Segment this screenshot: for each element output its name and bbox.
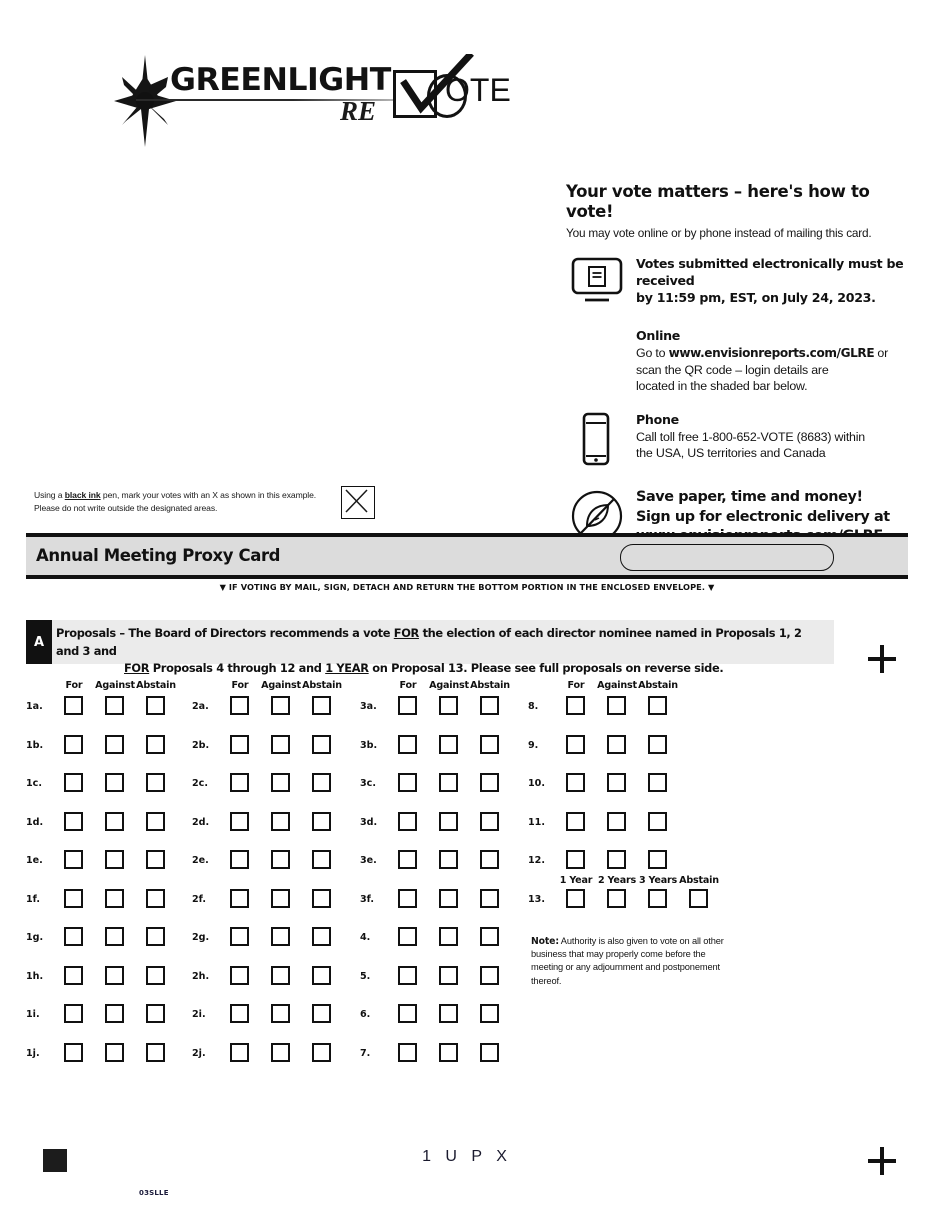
vote-checkbox-1e-for[interactable] (64, 850, 83, 869)
vote-checkbox-2d-for[interactable] (230, 812, 249, 831)
vote-row-label: 1g. (26, 932, 44, 943)
vote-row (360, 696, 550, 717)
vote-checkbox-1b-for[interactable] (64, 735, 83, 754)
vote-row-label: 1i. (26, 1009, 40, 1020)
vote-row-label: 1a. (26, 701, 43, 712)
vote-checkbox-3c-for[interactable] (398, 773, 417, 792)
authority-note-body: Authority is also given to vote on all other business that may properly come before the meeting or any adjournment and postponement thereof. (531, 936, 724, 986)
vote-checkbox-2i-against[interactable] (271, 1004, 290, 1023)
online-line2: scan the QR code – login details are (636, 362, 829, 377)
vote-row (26, 735, 216, 756)
vote-header-abstain: Abstain (136, 680, 176, 691)
vote-checkbox-7-for[interactable] (398, 1043, 417, 1062)
vote-row (26, 1043, 216, 1064)
vote-checkbox-12-abstain[interactable] (648, 850, 667, 869)
vote-row-label: 3f. (360, 893, 374, 905)
vote-checkbox-8-against[interactable] (607, 696, 626, 715)
vote-row (360, 927, 550, 948)
mi-suffix: pen, mark your votes with an X as shown in this example. (100, 490, 317, 500)
vote-checkbox-2f-against[interactable] (271, 889, 290, 908)
vote-header-abstain: Abstain (679, 874, 719, 886)
vote-info-title: Your vote matters – here's how to vote! (566, 182, 870, 221)
vote-checkbox-3e-against[interactable] (439, 850, 458, 869)
vote-checkbox-3b-against[interactable] (439, 735, 458, 754)
vote-row (528, 735, 718, 756)
vote-row-label: 2f. (192, 893, 206, 905)
vote-checkbox-2i-abstain[interactable] (312, 1004, 331, 1023)
section-badge-a: A (26, 620, 52, 664)
vote-checkbox-3d-abstain[interactable] (480, 812, 499, 831)
authority-note-text (531, 935, 731, 988)
vote-checkbox-2j-against[interactable] (271, 1043, 290, 1062)
vote-checkbox-13-1-year[interactable] (566, 889, 585, 908)
vote-checkbox-1g-against[interactable] (105, 927, 124, 946)
vote-checkbox-5-for[interactable] (398, 966, 417, 985)
vote-row (360, 773, 550, 794)
vote-checkbox-3a-against[interactable] (439, 696, 458, 715)
vote-row-label: 8. (528, 701, 539, 712)
vote-checkbox-3b-abstain[interactable] (480, 735, 499, 754)
vote-header-2-years: 2 Years (597, 874, 637, 886)
vote-row-label: 1c. (26, 778, 43, 789)
vote-row (192, 889, 382, 910)
electronic-deadline-line1: Votes submitted electronically must be received (636, 256, 904, 288)
vote-checkbox-2g-abstain[interactable] (312, 927, 331, 946)
logo-wordmark: GREENLIGHT (170, 62, 391, 98)
vote-row-label: 11. (528, 816, 545, 828)
vote-checkbox-1j-against[interactable] (105, 1043, 124, 1062)
vote-checkbox-3f-abstain[interactable] (480, 889, 499, 908)
vote-checkbox-1c-against[interactable] (105, 773, 124, 792)
phone-heading: Phone (636, 412, 679, 428)
edelivery-line1: Save paper, time and money! (636, 489, 863, 506)
ph-l2a: Proposals 4 through 12 and (149, 661, 326, 676)
mark-instructions-line2: Please do not write outside the designated areas. (34, 503, 218, 514)
vote-row-label: 2j. (192, 1047, 206, 1059)
vote-row-label: 2g. (192, 932, 210, 943)
vote-row (26, 773, 216, 794)
vote-letters-ote: OTE (445, 72, 511, 108)
vote-checkbox-1f-against[interactable] (105, 889, 124, 908)
vote-checkbox-1h-for[interactable] (64, 966, 83, 985)
vote-row-label: 3b. (360, 739, 378, 751)
vote-checkbox-13-abstain[interactable] (689, 889, 708, 908)
online-prefix: Go to (636, 345, 669, 360)
ph-one-year: 1 YEAR (325, 661, 369, 676)
vote-row (360, 735, 550, 756)
vote-checkbox-3e-abstain[interactable] (480, 850, 499, 869)
vote-header-for: For (231, 680, 249, 691)
vote-row-label: 2h. (192, 970, 210, 982)
registration-mark-top (868, 645, 896, 673)
ph-l2b: on Proposal 13. Please see full proposals on reverse side. (368, 661, 724, 676)
vote-checkbox-2h-against[interactable] (271, 966, 290, 985)
vote-checkbox-1c-for[interactable] (64, 773, 83, 792)
vote-checkbox-2e-against[interactable] (271, 850, 290, 869)
vote-checkbox-7-against[interactable] (439, 1043, 458, 1062)
vote-checkbox-4-abstain[interactable] (480, 927, 499, 946)
job-number: 03SLLE (139, 1189, 169, 1197)
vote-checkbox-11-abstain[interactable] (648, 812, 667, 831)
vote-checkbox-2c-against[interactable] (271, 773, 290, 792)
electronic-deadline-line2: by 11:59 pm, EST, on July 24, 2023. (636, 289, 876, 305)
vote-row (192, 812, 382, 833)
vote-row-label: 2i. (192, 1009, 206, 1020)
vote-checkbox-2g-for[interactable] (230, 927, 249, 946)
vote-checkbox-12-for[interactable] (566, 850, 585, 869)
detach-instruction: ▼ IF VOTING BY MAIL, SIGN, DETACH AND RETURN THE BOTTOM PORTION IN THE ENCLOSED ENVELOPE. ▼ (219, 582, 715, 592)
vote-row (192, 927, 382, 948)
vote-checkbox-1a-abstain[interactable] (146, 696, 165, 715)
vote-checkbox-2b-for[interactable] (230, 735, 249, 754)
vote-checkbox-3b-for[interactable] (398, 735, 417, 754)
vote-header-1-year: 1 Year (559, 874, 593, 886)
online-suffix: or (874, 345, 889, 360)
vote-row (26, 889, 216, 910)
vote-checkbox-9-abstain[interactable] (648, 735, 667, 754)
vote-header-abstain: Abstain (470, 680, 510, 691)
vote-checkbox-2d-abstain[interactable] (312, 812, 331, 831)
vote-row (192, 1043, 382, 1064)
vote-row (528, 773, 718, 794)
vote-row-label: 2d. (192, 816, 210, 828)
vote-checkbox-9-against[interactable] (607, 735, 626, 754)
ph-for-2: FOR (124, 661, 150, 676)
vote-checkbox-2c-abstain[interactable] (312, 773, 331, 792)
mi-prefix: Using a (34, 490, 65, 500)
vote-checkbox-2h-for[interactable] (230, 966, 249, 985)
vote-checkbox-3e-for[interactable] (398, 850, 417, 869)
vote-header-3-years: 3 Years (638, 874, 678, 886)
vote-checkbox-4-against[interactable] (439, 927, 458, 946)
vote-checkbox-1g-for[interactable] (64, 927, 83, 946)
vote-checkbox-1d-abstain[interactable] (146, 812, 165, 831)
logo-suffix: RE (340, 96, 377, 126)
vote-checkbox-10-for[interactable] (566, 773, 585, 792)
vote-checkbox-2b-abstain[interactable] (312, 735, 331, 754)
vote-checkbox-5-against[interactable] (439, 966, 458, 985)
vote-checkbox-6-against[interactable] (439, 1004, 458, 1023)
vote-row-label: 1b. (26, 739, 44, 751)
vote-row (528, 812, 718, 833)
vote-row-label: 10. (528, 778, 545, 789)
vote-row (192, 966, 382, 987)
vote-row (26, 850, 216, 871)
vote-row-label: 3d. (360, 816, 378, 828)
vote-row (528, 696, 718, 717)
vote-checkbox-1a-against[interactable] (105, 696, 124, 715)
vote-header-against: Against (261, 680, 301, 691)
vote-checkbox-2i-for[interactable] (230, 1004, 249, 1023)
vote-checkbox-1d-for[interactable] (64, 812, 83, 831)
vote-checkbox-1i-against[interactable] (105, 1004, 124, 1023)
vote-checkbox-11-against[interactable] (607, 812, 626, 831)
vote-row (360, 850, 550, 871)
vote-checkbox-1f-abstain[interactable] (146, 889, 165, 908)
vote-row-label: 5. (360, 970, 371, 982)
vote-checkbox-10-against[interactable] (607, 773, 626, 792)
vote-row-label: 3a. (360, 701, 377, 712)
vote-checkbox-2e-abstain[interactable] (312, 850, 331, 869)
vote-checkbox-1d-against[interactable] (105, 812, 124, 831)
vote-row (26, 1004, 216, 1025)
vote-header-for: For (65, 680, 83, 691)
vote-checkbox-2a-for[interactable] (230, 696, 249, 715)
vote-checkbox-10-abstain[interactable] (648, 773, 667, 792)
vote-row (26, 966, 216, 987)
phone-line2: the USA, US territories and Canada (636, 446, 826, 461)
online-heading: Online (636, 328, 681, 344)
vote-row-label: 3e. (360, 855, 377, 866)
vote-row (360, 1004, 550, 1025)
vote-checkbox-1c-abstain[interactable] (146, 773, 165, 792)
vote-checkbox-5-abstain[interactable] (480, 966, 499, 985)
online-line3: located in the shaded bar below. (636, 379, 808, 394)
vote-checkbox-3d-against[interactable] (439, 812, 458, 831)
form-code: 1 U P X (422, 1148, 512, 1165)
vote-row (192, 696, 382, 717)
vote-header-against: Against (597, 680, 637, 691)
vote-row (26, 927, 216, 948)
vote-header-abstain: Abstain (638, 680, 678, 691)
vote-header-abstain: Abstain (302, 680, 342, 691)
vote-checkbox-1e-abstain[interactable] (146, 850, 165, 869)
vote-header-against: Against (429, 680, 469, 691)
vote-row (360, 889, 550, 910)
proxy-card-title: Annual Meeting Proxy Card (36, 546, 281, 565)
vote-checkbox-3a-abstain[interactable] (480, 696, 499, 715)
vote-checkbox-1a-for[interactable] (64, 696, 83, 715)
vote-checkbox-8-for[interactable] (566, 696, 585, 715)
ph-l1b: the election of each director nominee named in Proposals 1, 2 and 3 and (56, 626, 802, 658)
vote-row-label: 2e. (192, 855, 209, 866)
vote-checkbox-1h-abstain[interactable] (146, 966, 165, 985)
vote-row (360, 1043, 550, 1064)
vote-row-label: 4. (360, 932, 371, 943)
vote-checkbox-1f-for[interactable] (64, 889, 83, 908)
vote-checkbox-13-3-years[interactable] (648, 889, 667, 908)
vote-checkbox-12-against[interactable] (607, 850, 626, 869)
phone-line1: Call toll free 1-800-652-VOTE (8683) within (636, 430, 865, 445)
vote-row-label: 2c. (192, 778, 209, 789)
vote-checkbox-2a-against[interactable] (271, 696, 290, 715)
vote-checkbox-1j-abstain[interactable] (146, 1043, 165, 1062)
vote-row-label: 6. (360, 1009, 371, 1020)
vote-checkbox-1j-for[interactable] (64, 1043, 83, 1062)
vote-checkbox-2f-abstain[interactable] (312, 889, 331, 908)
vote-row (26, 812, 216, 833)
vote-checkbox-8-abstain[interactable] (648, 696, 667, 715)
vote-checkbox-2j-abstain[interactable] (312, 1043, 331, 1062)
vote-row-label: 1f. (26, 893, 40, 905)
vote-row-label: 9. (528, 739, 539, 751)
vote-row (192, 850, 382, 871)
vote-checkbox-1e-against[interactable] (105, 850, 124, 869)
vote-row (192, 773, 382, 794)
vote-checkbox-3a-for[interactable] (398, 696, 417, 715)
vote-header-against: Against (95, 680, 135, 691)
vote-checkbox-6-abstain[interactable] (480, 1004, 499, 1023)
vote-checkbox-1g-abstain[interactable] (146, 927, 165, 946)
authority-note (531, 935, 731, 988)
vote-header-for: For (399, 680, 417, 691)
online-url[interactable]: www.envisionreports.com/GLRE (668, 345, 875, 360)
vote-checkbox-2g-against[interactable] (271, 927, 290, 946)
vote-row (360, 812, 550, 833)
vote-row-label: 12. (528, 855, 545, 866)
vote-row (192, 1004, 382, 1025)
vote-checkbox-1b-abstain[interactable] (146, 735, 165, 754)
vote-checkbox-4-for[interactable] (398, 927, 417, 946)
vote-row (528, 889, 758, 910)
vote-header-for: For (567, 680, 585, 691)
authority-note-label: Note: (531, 936, 559, 947)
vote-row-label: 2a. (192, 701, 209, 712)
vote-checkbox-2h-abstain[interactable] (312, 966, 331, 985)
vote-checkbox-3f-for[interactable] (398, 889, 417, 908)
vote-row (192, 735, 382, 756)
vote-row (360, 966, 550, 987)
vote-checkbox-2b-against[interactable] (271, 735, 290, 754)
vote-row-label: 1e. (26, 855, 43, 866)
vote-row-label: 7. (360, 1047, 371, 1059)
vote-row-label: 13. (528, 893, 545, 905)
vote-checkbox-1h-against[interactable] (105, 966, 124, 985)
vote-checkbox-1i-for[interactable] (64, 1004, 83, 1023)
vote-checkbox-2d-against[interactable] (271, 812, 290, 831)
mi-black-ink: black ink (64, 490, 101, 500)
vote-row-label: 3c. (360, 778, 377, 789)
vote-checkbox-2e-for[interactable] (230, 850, 249, 869)
vote-checkbox-2c-for[interactable] (230, 773, 249, 792)
vote-row (26, 696, 216, 717)
vote-checkbox-11-for[interactable] (566, 812, 585, 831)
vote-row-label: 1j. (26, 1047, 40, 1059)
vote-row (528, 850, 718, 871)
vote-checkbox-3f-against[interactable] (439, 889, 458, 908)
vote-row-label: 2b. (192, 739, 210, 751)
vote-checkbox-13-2-years[interactable] (607, 889, 626, 908)
vote-checkbox-1i-abstain[interactable] (146, 1004, 165, 1023)
vote-info-subtitle: You may vote online or by phone instead of mailing this card. (566, 225, 872, 240)
vote-checkbox-3d-for[interactable] (398, 812, 417, 831)
vote-checkbox-6-for[interactable] (398, 1004, 417, 1023)
vote-row-label: 1h. (26, 970, 44, 982)
vote-checkbox-2j-for[interactable] (230, 1043, 249, 1062)
vote-checkbox-2f-for[interactable] (230, 889, 249, 908)
vote-checkbox-7-abstain[interactable] (480, 1043, 499, 1062)
ph-l1a: Proposals – The Board of Directors recommends a vote (56, 626, 394, 640)
vote-checkbox-3c-abstain[interactable] (480, 773, 499, 792)
vote-checkbox-1b-against[interactable] (105, 735, 124, 754)
ph-for-1: FOR (393, 626, 419, 640)
vote-row-label: 1d. (26, 816, 44, 828)
vote-checkbox-9-for[interactable] (566, 735, 585, 754)
edelivery-line2: Sign up for electronic delivery at (636, 508, 890, 525)
vote-checkbox-3c-against[interactable] (439, 773, 458, 792)
vote-checkbox-2a-abstain[interactable] (312, 696, 331, 715)
